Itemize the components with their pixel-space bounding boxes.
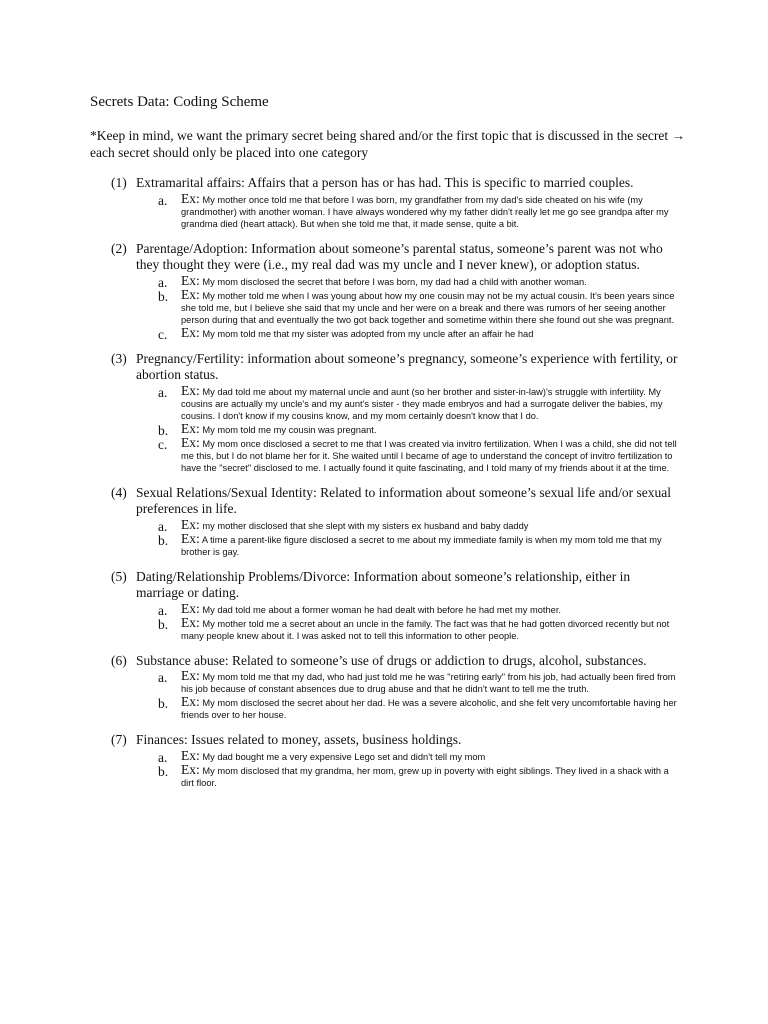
category-number: (4) bbox=[111, 484, 127, 500]
category-heading bbox=[0, 653, 768, 670]
example-text-block bbox=[181, 272, 680, 288]
example-item bbox=[0, 761, 768, 789]
example-letter: b. bbox=[158, 422, 169, 438]
category-number: (5) bbox=[111, 568, 127, 584]
category-item bbox=[0, 351, 768, 474]
example-text-block bbox=[181, 190, 680, 230]
example-text: My mom told me that my dad, who had just told me he was "retiring early" from his job, had actually been fired from his job because of constant absences due to drug abuse and that he didn't want to tell me the truth. bbox=[181, 672, 676, 694]
example-text: My dad bought me a very expensive Lego set and didn't tell my mom bbox=[202, 751, 486, 762]
example-item bbox=[0, 272, 768, 290]
example-item bbox=[0, 420, 768, 438]
example-label: Ex: bbox=[181, 530, 200, 546]
example-text-block bbox=[181, 420, 680, 436]
example-letter: a. bbox=[158, 274, 168, 290]
category-number: (1) bbox=[111, 175, 127, 190]
example-text: My mom told me my cousin was pregnant. bbox=[202, 424, 377, 435]
category-item bbox=[0, 653, 768, 722]
example-item bbox=[0, 434, 768, 474]
example-text-block bbox=[181, 614, 680, 642]
example-text-block bbox=[181, 747, 680, 763]
category-heading bbox=[0, 175, 768, 192]
example-item bbox=[0, 696, 768, 721]
example-text-block bbox=[181, 324, 680, 340]
example-text-block bbox=[181, 286, 680, 326]
example-text-block bbox=[181, 434, 680, 474]
category-description: Parentage/Adoption: Information about someone’s parental status, someone’s parent was not who they thought they were (i.e., my real dad was my uncle and I never knew), or adoption status. bbox=[136, 240, 663, 272]
example-text: My dad told me about my maternal uncle and aunt (so her brother and sister-in-law)'s struggle with infertility. My cousins are actually my uncle's and my aunt's sister - they made embryos and had a surrogate deliver the babies, my cousins. I don't know if my cousins know, and my mom certainly doesn't know that I do. bbox=[181, 386, 663, 421]
example-text: My mother told me when I was young about how my one cousin may not be my actual cousin. It's been years since she told me, but I believe she said that my uncle and her were on a break and there was rumors of her seeing another person during that and eventually the two got back together and sometime within there she found out she was pregnant. bbox=[181, 290, 675, 325]
category-item bbox=[0, 175, 768, 230]
example-letter: b. bbox=[158, 616, 169, 632]
example-letter: a. bbox=[158, 192, 168, 208]
example-item bbox=[0, 190, 768, 230]
category-description: Sexual Relations/Sexual Identity: Related to information about someone’s sexual life and/or sexual preferences in life. bbox=[136, 484, 672, 516]
category-description: Extramarital affairs: Affairs that a person has or has had. This is specific to married couples. bbox=[136, 175, 634, 190]
example-text-block bbox=[181, 600, 680, 616]
category-item bbox=[0, 569, 768, 642]
example-text: My mother told me a secret about an uncle in the family. The fact was that he had gotten divorced recently but not many people knew about it. I was asked not to tell this information to other people. bbox=[181, 618, 670, 641]
example-item bbox=[0, 382, 768, 422]
document-title: Secrets Data: Coding Scheme bbox=[90, 94, 269, 110]
example-label: Ex: bbox=[181, 600, 200, 616]
category-description: Pregnancy/Fertility: information about someone’s pregnancy, someone’s experience with fertility, or abortion status. bbox=[136, 350, 678, 382]
example-label: Ex: bbox=[181, 382, 200, 398]
example-letter: c. bbox=[158, 436, 168, 452]
example-text: My mom disclosed the secret about her dad. He was a severe alcoholic, and she felt very uncomfortable having her friends over to her house. bbox=[181, 698, 677, 720]
category-number: (6) bbox=[111, 652, 127, 668]
category-description: Substance abuse: Related to someone’s use of drugs or addiction to drugs, alcohol, substances. bbox=[136, 652, 647, 668]
category-item bbox=[0, 732, 768, 789]
example-text-block bbox=[181, 761, 680, 789]
example-text: My mom disclosed the secret that before I was born, my dad had a child with another woman. bbox=[202, 276, 587, 287]
category-heading bbox=[0, 732, 768, 749]
example-label: Ex: bbox=[181, 420, 200, 436]
intro-note: *Keep in mind, we want the primary secret being shared and/or the first topic that is discussed in the secret → each secret should only be placed into one category bbox=[90, 128, 685, 160]
example-item bbox=[0, 670, 768, 695]
example-label: Ex: bbox=[181, 761, 200, 777]
example-text: My mom told me that my sister was adopted from my uncle after an affair he had bbox=[202, 328, 534, 339]
example-text-block bbox=[181, 516, 680, 532]
category-heading bbox=[0, 485, 768, 518]
category-number: (3) bbox=[111, 350, 127, 366]
example-label: Ex: bbox=[181, 614, 200, 630]
category-list bbox=[0, 175, 768, 800]
example-text: A time a parent-like figure disclosed a secret to me about my immediate family is when my mom told me that my brother is gay. bbox=[181, 534, 662, 557]
category-number: (7) bbox=[111, 732, 127, 747]
example-item bbox=[0, 530, 768, 558]
example-letter: a. bbox=[158, 602, 168, 618]
example-item bbox=[0, 614, 768, 642]
example-letter: b. bbox=[158, 288, 169, 304]
example-letter: a. bbox=[158, 670, 168, 685]
example-letter: c. bbox=[158, 326, 168, 342]
category-heading bbox=[0, 241, 768, 274]
example-label: Ex: bbox=[181, 694, 200, 709]
example-text-block bbox=[181, 670, 680, 695]
example-text: My mom disclosed that my grandma, her mom, grew up in poverty with eight siblings. They lived in a shack with a dirt floor. bbox=[181, 765, 669, 788]
example-letter: a. bbox=[158, 384, 168, 400]
example-letter: a. bbox=[158, 749, 168, 765]
category-heading bbox=[0, 569, 768, 602]
example-label: Ex: bbox=[181, 747, 200, 763]
example-item bbox=[0, 286, 768, 326]
example-label: Ex: bbox=[181, 434, 200, 450]
category-description: Dating/Relationship Problems/Divorce: Information about someone’s relationship, either in marriage or dating. bbox=[136, 568, 631, 600]
category-item bbox=[0, 241, 768, 340]
example-text: My mom once disclosed a secret to me that I was created via invitro fertilization. When I was a child, she did not tell me this, but I do not blame her for it. She waited until I became of age to understand the concept of invitro fertilization to have the "secret" disclosed to me. I actually found it quite fascinating, and I told many of my friends about it at the time. bbox=[181, 438, 677, 473]
category-item bbox=[0, 485, 768, 558]
example-label: Ex: bbox=[181, 272, 200, 288]
category-number: (2) bbox=[111, 240, 127, 256]
example-item bbox=[0, 747, 768, 765]
example-text: My mother once told me that before I was born, my grandfather from my dad's side cheated on his wife (my grandmother) with another woman. I have always wondered why my father didn't really let me go see grandpa after my grandma died (heart attack). But when she told me that, it made sense, quite a bit. bbox=[181, 194, 669, 229]
example-text-block bbox=[181, 530, 680, 558]
example-label: Ex: bbox=[181, 516, 200, 532]
example-label: Ex: bbox=[181, 286, 200, 302]
example-letter: b. bbox=[158, 696, 169, 711]
example-text-block bbox=[181, 382, 680, 422]
example-letter: a. bbox=[158, 518, 168, 534]
example-item bbox=[0, 324, 768, 342]
example-label: Ex: bbox=[181, 668, 200, 683]
example-text-block bbox=[181, 696, 680, 721]
example-text: my mother disclosed that she slept with my sisters ex husband and baby daddy bbox=[202, 520, 529, 531]
example-item bbox=[0, 600, 768, 618]
category-heading bbox=[0, 351, 768, 384]
example-item bbox=[0, 516, 768, 534]
example-label: Ex: bbox=[181, 324, 200, 340]
example-label: Ex: bbox=[181, 190, 200, 206]
example-text: My dad told me about a former woman he had dealt with before he had met my mother. bbox=[202, 604, 561, 615]
category-description: Finances: Issues related to money, assets, business holdings. bbox=[136, 732, 462, 747]
example-letter: b. bbox=[158, 763, 169, 779]
example-letter: b. bbox=[158, 532, 169, 548]
